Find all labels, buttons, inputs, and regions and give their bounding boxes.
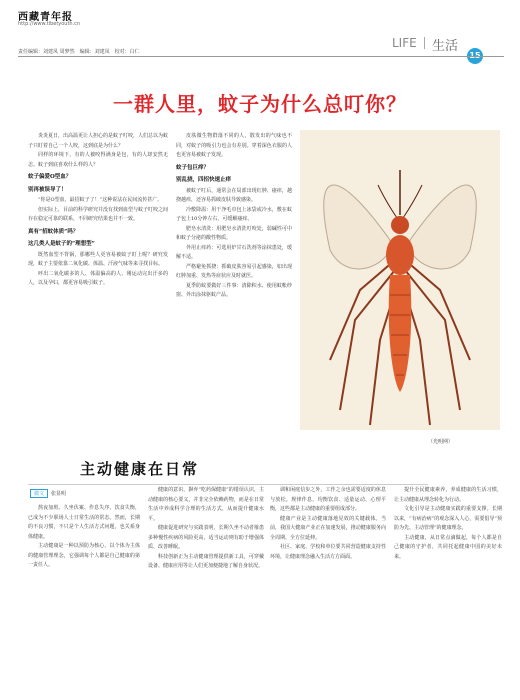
subheading: 蚊子偏爱O型血？ — [28, 174, 72, 180]
article2-byline — [30, 489, 66, 498]
mosquito-thorax — [386, 235, 414, 275]
subheading: 别乱挠，四招快速止痒 — [176, 177, 232, 183]
paragraph: 文化引导是主动健康实践的重要支撑。长期以来，“有病治病”的观念深入人心，需要倡导“预防为先、主动管理”的健康理念。 — [394, 506, 502, 531]
paragraph: 呼出二氧化碳多的人、体温偏高的人、刚运动完出汗多的人，以及孕妇，都更容易吸引蚊子。 — [28, 270, 168, 286]
paragraph: 主动健康，从日常点滴做起，每个人都是自己健康的守护者，共同托起健康中国的美好未来。 — [394, 534, 502, 560]
article1-source: （光明网） — [428, 439, 454, 445]
paragraph: 同样的环境下，有的人被咬得满身是包，有的人却安然无恙。蚊子到底喜欢什么样的人？ — [28, 152, 168, 168]
paragraph: 肥皂水清洗：用肥皂水清洗叮咬处，弱碱性可中和蚊子分泌的酸性物质。 — [176, 225, 292, 241]
paragraph: 冷敷降温：用干净毛巾包上冰袋或冷水，敷在蚊子包上10分钟左右，可缓解瘙痒。 — [176, 206, 292, 222]
article-headline: 一群人里，蚊子为什么总叮你？ — [113, 92, 407, 116]
paragraph: 健康产业是主动健康落地见效的关键载体。当前，我国大健康产业正在加速发展，推动健康服务向全周期、全方位延伸。 — [270, 515, 386, 541]
paragraph: 熬夜加班、久坐伏案、作息失序、饮食失衡，已成为不少职场人士日常生活的常态。然而，长期的不良习惯，不只是个人生活方式问题，也关系身体健康。 — [28, 505, 140, 540]
mosquito-head — [391, 216, 409, 234]
page-number-badge: 15 — [467, 48, 483, 64]
paragraph: 调和闲庭信步之外，工作之余也需要适度的休息与放松。规律作息、均衡饮食、适量运动、心理平衡，这些都是主动健康的重要组成部分。 — [270, 487, 386, 512]
subheading: 蚊子包巨痒？ — [176, 164, 210, 171]
paragraph: 健康的意识，摒弃“吃药保健康”的错误认识，主动健康的核心要义，并非完全依赖药物，而是在日常生活中养成科学合理的生活方式，从而提升健康水平。 — [148, 487, 264, 522]
article2-author: 张显明 — [51, 491, 67, 497]
paragraph: 夏季防蚊要做好三件事：清除积水、使用蚊帐纱窗、外出涂抹驱蚊产品。 — [176, 282, 292, 298]
article2-rule — [28, 484, 428, 485]
section-label-cn: 生活 — [432, 39, 459, 54]
paragraph: 科技创新正为主动健康管理提供新工具，可穿戴设备、健康应用等让人们更加便捷地了解自身状况。 — [148, 553, 264, 569]
article1-column-1 — [28, 132, 168, 392]
mosquito-illustration — [300, 130, 500, 430]
header-rule — [18, 56, 504, 57]
section-divider — [424, 37, 425, 49]
paragraph: 严格避免抓挠：抓破皮肤容易引起感染，如出现红肿加重、发热等症状应及时就医。 — [176, 263, 292, 279]
subheading: 真有“招蚊体质”吗？ — [28, 228, 79, 235]
article2-title: 主动健康在日常 — [80, 460, 200, 478]
masthead-url: http://www.tibetyouth.cn — [18, 21, 81, 27]
article2-column-2 — [148, 486, 264, 694]
article1-column-2 — [176, 132, 292, 434]
section-label-en: LIFE — [392, 36, 417, 50]
paragraph: 健康促进研究与实践表明，长期久坐不动者罹患多种慢性疾病的风险更高，适当运动则有助于增强体质、改善睡眠。 — [148, 525, 264, 550]
article2-column-1 — [28, 504, 140, 694]
subheading: 这几类人是蚊子的“理想型” — [28, 241, 95, 247]
paragraph: 外用止痒药：可选用炉甘石洗剂等涂抹患处，缓解不适。 — [176, 244, 292, 260]
subheading: 别再被误导了！ — [28, 186, 67, 193]
masthead: 西藏青年报 — [18, 12, 73, 23]
article2-column-3 — [270, 486, 386, 694]
paragraph: 社区、家庭、学校和单位要共同营造健康支持性环境，让健康理念融入生活方方面面。 — [270, 544, 386, 560]
paragraph: “你是O型血，最招蚊子了！”这种说法在民间流传甚广。 — [38, 197, 163, 203]
article2-column-4 — [394, 486, 502, 694]
paragraph: 主动健康是一种以预防为核心、以个体为主体的健康管理理念，它强调每个人都是自己健康的第一责任人。 — [28, 543, 140, 568]
paragraph: 皮肤微生物群落不同的人，散发出的气味也不同，对蚊子的吸引力也会有差别。穿着深色衣服的人也更容易被蚊子发现。 — [176, 133, 292, 158]
paragraph: 被蚊子叮后，通常会在局部出现红肿、瘙痒，越挠越痒，还容易抓破皮肤导致感染。 — [176, 187, 292, 203]
paragraph: 提升全民健康素养，养成健康的生活习惯，让主动健康从理念转化为行动。 — [394, 487, 502, 503]
article2-rubric: 微文 — [30, 489, 48, 498]
paragraph: 炎炎夏日，出高温更让人担心的是蚊子叮咬，人们总以为蚊子只盯着自己一个人咬，这到底是为什么？ — [28, 133, 168, 149]
editor-credits: 责任编辑：刘建凤 周梦然 编辑：刘建凤 校对：白仁 — [18, 49, 140, 55]
paragraph: 但实际上，目前的科学研究并没有找到血型与蚊子叮咬之间存在稳定可靠的联系，不同研究结果也并不一致。 — [28, 206, 168, 222]
paragraph: 既然血型不背锅，那哪些人更容易被蚊子盯上呢？研究发现，蚊子主要依靠二氧化碳、体温、汗液气味等来寻找目标。 — [28, 251, 168, 267]
